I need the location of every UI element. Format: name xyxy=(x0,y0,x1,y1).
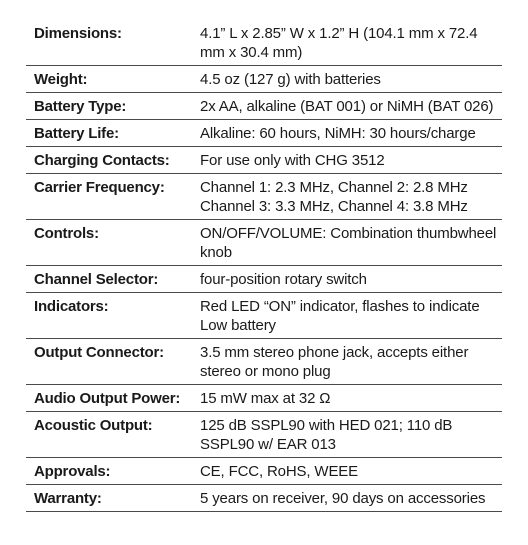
spec-value xyxy=(200,416,502,454)
spec-value xyxy=(200,297,502,335)
spec-value-line: 5 years on receiver, 90 days on accessories xyxy=(200,490,486,507)
spec-row-weight xyxy=(26,66,502,93)
spec-value-line: Channel 1: 2.3 MHz, Channel 2: 2.8 MHz xyxy=(200,179,468,196)
spec-row-dimensions xyxy=(26,18,502,66)
spec-value-line: four-position rotary switch xyxy=(200,271,367,288)
spec-value xyxy=(200,270,502,289)
spec-row-channel-selector xyxy=(26,266,502,293)
spec-row-approvals xyxy=(26,458,502,485)
spec-value-line: 3.5 mm stereo phone jack, accepts either xyxy=(200,344,469,361)
spec-label: Controls: xyxy=(34,225,99,242)
spec-label: Indicators: xyxy=(34,298,109,315)
spec-row-carrier-frequency xyxy=(26,174,502,220)
spec-row-output-connector xyxy=(26,339,502,385)
spec-label: Weight: xyxy=(34,71,88,88)
spec-row-battery-type xyxy=(26,93,502,120)
spec-label: Charging Contacts: xyxy=(34,152,170,169)
spec-value xyxy=(200,343,502,381)
spec-value-line: knob xyxy=(200,244,232,261)
spec-value xyxy=(200,178,502,216)
spec-row-charging-contacts xyxy=(26,147,502,174)
spec-value xyxy=(200,24,502,62)
spec-label: Carrier Frequency: xyxy=(34,179,165,196)
spec-value xyxy=(200,70,502,89)
spec-table xyxy=(26,18,502,512)
spec-value-line: 4.5 oz (127 g) with batteries xyxy=(200,71,381,88)
spec-label: Battery Life: xyxy=(34,125,119,142)
spec-row-audio-output-power xyxy=(26,385,502,412)
spec-label: Channel Selector: xyxy=(34,271,159,288)
spec-value-line: Red LED “ON” indicator, flashes to indicate xyxy=(200,298,480,315)
spec-row-acoustic-output xyxy=(26,412,502,458)
spec-value-line: SSPL90 w/ EAR 013 xyxy=(200,436,336,453)
spec-row-controls xyxy=(26,220,502,266)
spec-label: Audio Output Power: xyxy=(34,390,181,407)
spec-value xyxy=(200,97,502,116)
spec-value-line: ON/OFF/VOLUME: Combination thumbwheel xyxy=(200,225,497,242)
spec-value-line: 4.1” L x 2.85” W x 1.2” H (104.1 mm x 72.4 xyxy=(200,25,478,42)
spec-value-line: CE, FCC, RoHS, WEEE xyxy=(200,463,359,480)
spec-value xyxy=(200,462,502,481)
spec-label: Output Connector: xyxy=(34,344,164,361)
spec-value-line: 125 dB SSPL90 with HED 021; 110 dB xyxy=(200,417,453,434)
spec-row-indicators xyxy=(26,293,502,339)
spec-label: Dimensions: xyxy=(34,25,122,42)
spec-value-line: mm x 30.4 mm) xyxy=(200,44,303,61)
spec-value xyxy=(200,389,502,408)
spec-value xyxy=(200,124,502,143)
spec-value-line: Low battery xyxy=(200,317,276,334)
spec-value-line: For use only with CHG 3512 xyxy=(200,152,385,169)
spec-value-line: 15 mW max at 32 Ω xyxy=(200,390,331,407)
spec-value xyxy=(200,224,502,262)
spec-label: Approvals: xyxy=(34,463,111,480)
spec-row-battery-life xyxy=(26,120,502,147)
spec-label: Acoustic Output: xyxy=(34,417,153,434)
spec-row-warranty xyxy=(26,485,502,512)
spec-value xyxy=(200,489,502,508)
spec-value-line: Channel 3: 3.3 MHz, Channel 4: 3.8 MHz xyxy=(200,198,468,215)
spec-value-line: stereo or mono plug xyxy=(200,363,331,380)
spec-value xyxy=(200,151,502,170)
spec-label: Battery Type: xyxy=(34,98,127,115)
spec-value-line: 2x AA, alkaline (BAT 001) or NiMH (BAT 026) xyxy=(200,98,494,115)
spec-value-line: Alkaline: 60 hours, NiMH: 30 hours/charge xyxy=(200,125,476,142)
spec-label: Warranty: xyxy=(34,490,102,507)
